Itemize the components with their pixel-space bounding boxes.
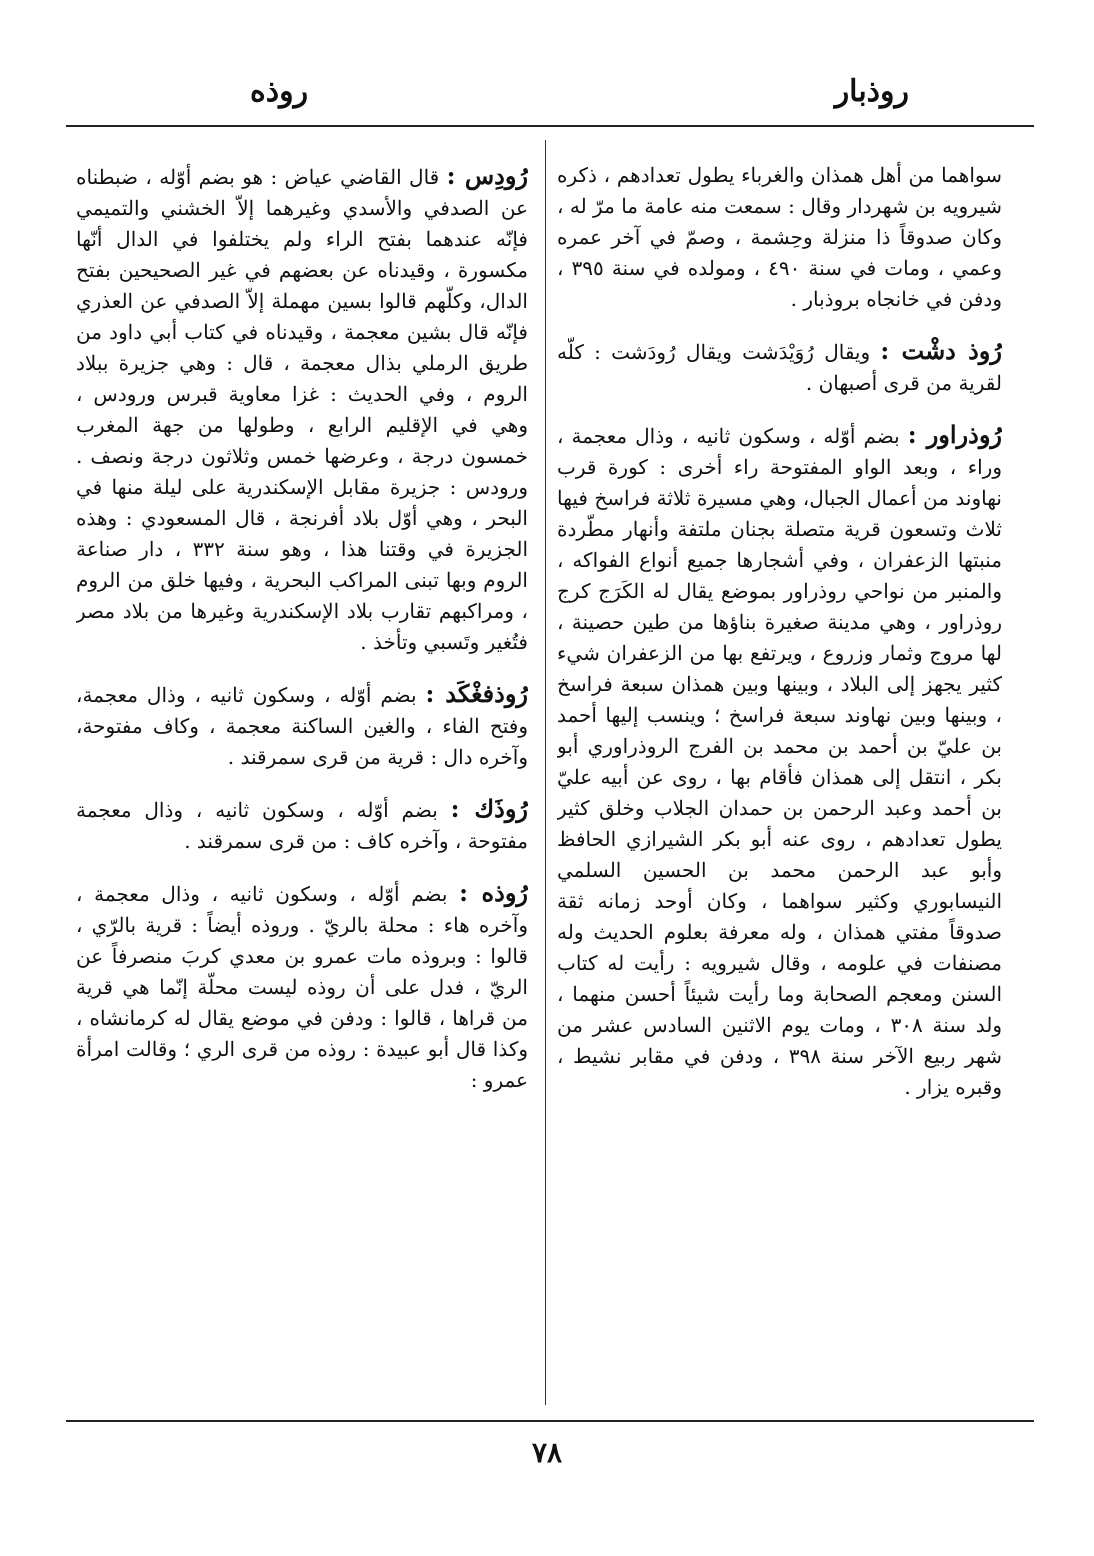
entry-rudhak bbox=[76, 793, 528, 857]
running-head-right: روذبار bbox=[834, 74, 909, 109]
entry-headword: رُوذراور : bbox=[907, 420, 1002, 449]
entry-text: قال القاضي عياض : هو بضم أوّله ، ضبطناه عن الصدفي والأسدي وغيرهما إلاّ الخشني والتميمي فإنّه عندهما بفتح الراء ولم يختلفوا في الدال أنّها مكسورة ، وقيدناه عن بعضهم في غير الصحيحين بفتح الدال، وكلّهم قالوا بسين مهملة إلاّ الصدفي عن العذري فإنّه قال بشين معجمة ، وقيدناه في كتاب أبي داود من طريق الرملي بذال معجمة ، قال : وهي جزيرة ببلاد الروم ، وفي الحديث : غزا معاوية قبرس ورودس ، وهي في الإقليم الرابع ، وطولها من جهة المغرب خمسون درجة ، وعرضها خمس وثلاثون درجة ونصف . ورودس : جزيرة مقابل الإسكندرية على ليلة منها في البحر ، وهي أوّل بلاد أفرنجة ، قال المسعودي : وهذه الجزيرة في وقتنا هذا ، وهو سنة ٣٣٢ ، دار صناعة الروم وبها تبنى المراكب البحرية ، وفيها خلق من الروم ، ومراكبهم تقارب بلاد الإسكندرية وغيرها من بلاد مصر فتُغير وتَسبي وتأخذ . bbox=[76, 165, 528, 654]
entry-text: بضم أوّله ، وسكون ثانيه ، وذال معجمة مفتوحة ، وآخره كاف : من قرى سمرقند . bbox=[76, 798, 528, 853]
bottom-rule bbox=[66, 1420, 1034, 1422]
entry-text: ويقال رُوَيْدَشت ويقال رُودَشت : كلّه لقرية من قرى أصبهان . bbox=[557, 340, 1002, 395]
entry-headword: رُودِس : bbox=[446, 161, 528, 190]
entry-text: بضم أوّله ، وسكون ثانيه ، وذال معجمة ، وآخره هاء : محلة بالريّ . وروذه أيضاً : قرية بالرّي ، قالوا : وبروذه مات عمرو بن معدي كربَ منصرفاً عن الريّ ، فدل على أن روذه ليست محلّة إنّما هي قرية من قراها ، قالوا : ودفن في موضع يقال له كرمانشاه ، وكذا قال أبو عبيدة : روذه من قرى الري ؛ وقالت امرأة عمرو : bbox=[76, 882, 528, 1092]
continuation-paragraph bbox=[557, 160, 1002, 315]
entry-headword: رُوذ دشْت : bbox=[880, 336, 1002, 365]
page-number: ٧٨ bbox=[531, 1436, 563, 1469]
entry-headword: رُوذفغْكَد : bbox=[425, 679, 528, 708]
entry-rudha bbox=[76, 877, 528, 1096]
top-rule bbox=[66, 125, 1034, 127]
entry-rudhfaghkad bbox=[76, 678, 528, 773]
right-column bbox=[557, 140, 1002, 1410]
entry-rudh-dasht bbox=[557, 335, 1002, 399]
continuation-text: سواهما من أهل همذان والغرباء يطول تعدادهم ، ذكره شيرويه بن شهردار وقال : سمعت منه عامة ما مرّ له ، وكان صدوقاً ذا منزلة وحِشمة ، وصمّ في آخر عمره وعمي ، ومات في سنة ٤٩٠ ، ومولده في سنة ٣٩٥ ، ودفن في خانجاه بروذبار . bbox=[557, 163, 1002, 311]
entry-rudis bbox=[76, 160, 528, 658]
entry-headword: رُوذَك : bbox=[450, 794, 528, 823]
entry-text: بضم أوّله ، وسكون ثانيه ، وذال معجمة ، وراء ، وبعد الواو المفتوحة راء أخرى : كورة قرب نهاوند من أعمال الجبال، وهي مسيرة ثلاثة فراسخ فيها ثلاث وتسعون قرية متصلة بجنان ملتفة وأنهار مطّردة منبتها الزعفران ، وفي أشجارها جميع أنواع الفواكه ، والمنبر من نواحي روذراور بموضع يقال له الكَرَج كرج روذراور ، وهي مدينة صغيرة بناؤها من طين حصينة ، لها مروج وثمار وزروع ، ويرتفع بها من الزعفران شيء كثير يجهز إلى البلاد ، وبينها وبين همذان سبعة فراسخ ، وبينها وبين نهاوند سبعة فراسخ ؛ وينسب إليها أحمد بن عليّ بن أحمد بن محمد بن الفرج الروذراوري أبو بكر ، انتقل إلى همذان فأقام بها ، روى عن أبيه عليّ بن أحمد وعبد الرحمن بن حمدان الجلاب وخلق كثير يطول تعدادهم ، روى عنه أبو بكر الشيرازي الحافظ وأبو عبد الرحمن محمد بن الحسين السلمي النيسابوري وكثير سواهما ، وكان أوحد زمانه ثقة صدوقاً مفتي همذان ، وله معرفة بعلوم الحديث وله مصنفات في علومه ، وقال شيرويه : رأيت له كتاب السنن ومعجم الصحابة وما رأيت شيئاً أحسن منهما ، ولد سنة ٣٠٨ ، ومات يوم الاثنين السادس عشر من شهر ربيع الآخر سنة ٣٩٨ ، ودفن في مقابر نشيط ، وقبره يزار . bbox=[557, 424, 1002, 1099]
left-column bbox=[76, 140, 528, 1410]
entry-rudhrawar bbox=[557, 419, 1002, 1103]
column-divider bbox=[545, 140, 546, 1405]
entry-text: بضم أوّله ، وسكون ثانيه ، وذال معجمة، وفتح الفاء ، والغين الساكنة معجمة ، وكاف مفتوحة، وآخره دال : قرية من قرى سمرقند . bbox=[76, 683, 528, 769]
running-head-left: روذه bbox=[250, 74, 309, 109]
entry-headword: رُوذه : bbox=[459, 878, 528, 907]
